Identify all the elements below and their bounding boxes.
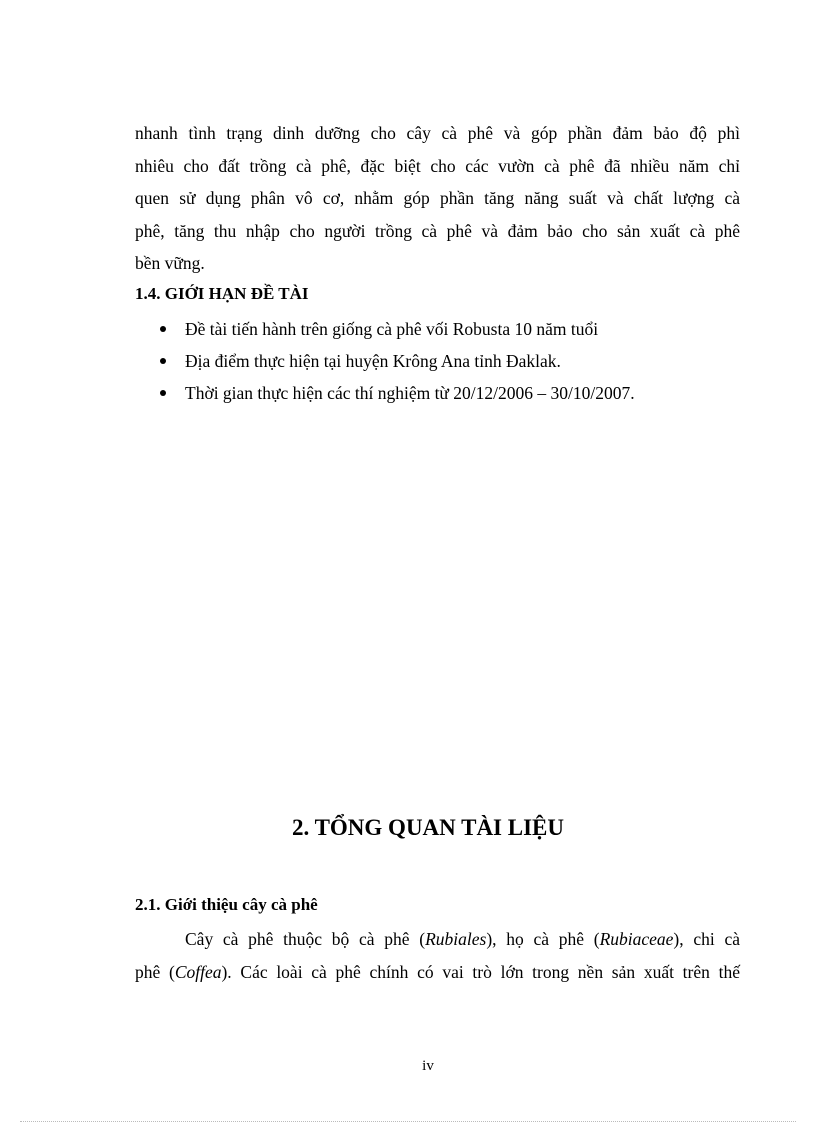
bullet-dot-icon [160, 358, 166, 364]
list-item-text: Đề tài tiến hành trên giống cà phê vối Robusta 10 năm tuổi [185, 319, 599, 339]
chapter-title: 2. TỔNG QUAN TÀI LIỆU [291, 815, 564, 840]
list-item-text: Địa điểm thực hiện tại huyện Krông Ana tỉnh Đaklak. [185, 351, 561, 371]
paragraph-line: nhiêu cho đất trồng cà phê, đặc biệt cho các vườn cà phê đã nhiều năm chỉ [135, 155, 740, 176]
list-item [160, 313, 635, 345]
italic-term: Rubiaceae [599, 929, 674, 949]
italic-term: Rubiales [425, 929, 487, 949]
page-bottom-divider [20, 1121, 796, 1122]
text-run: phê ( [135, 961, 175, 982]
limits-bullet-list [160, 313, 635, 409]
paragraph-line: bền vững. [135, 253, 205, 273]
intro-paragraph [135, 117, 740, 280]
list-item-text: Thời gian thực hiện các thí nghiệm từ 20/12/2006 – 30/10/2007. [185, 383, 635, 403]
paragraph-line [135, 923, 740, 956]
paragraph-line: nhanh tình trạng dinh dưỡng cho cây cà phê và góp phần đảm bảo độ phì [135, 123, 740, 143]
text-run: ), họ cà phê ( [486, 929, 600, 949]
paragraph-line [135, 956, 740, 989]
text-run: ). Các loài cà phê chính có vai trò lớn trong nền sản xuất trên thế [221, 961, 740, 982]
list-item [160, 377, 635, 409]
bullet-dot-icon [160, 390, 166, 396]
italic-term: Coffea [174, 961, 222, 982]
paragraph-line: quen sử dụng phân vô cơ, nhằm góp phần tăng năng suất và chất lượng cà [135, 188, 740, 208]
bullet-dot-icon [160, 326, 166, 332]
page-number: iv [422, 1058, 434, 1074]
paragraph-line: phê, tăng thu nhập cho người trồng cà phê và đảm bảo cho sản xuất cà phê [135, 220, 740, 241]
section-heading-1-4: 1.4. GIỚI HẠN ĐỀ TÀI [135, 284, 309, 303]
section-heading-2-1: 2.1. Giới thiệu cây cà phê [135, 895, 318, 914]
text-run: ), chi cà [673, 929, 740, 949]
text-run: Cây cà phê thuộc bộ cà phê ( [185, 929, 426, 949]
section-2-1-paragraph [135, 923, 740, 988]
list-item [160, 345, 635, 377]
